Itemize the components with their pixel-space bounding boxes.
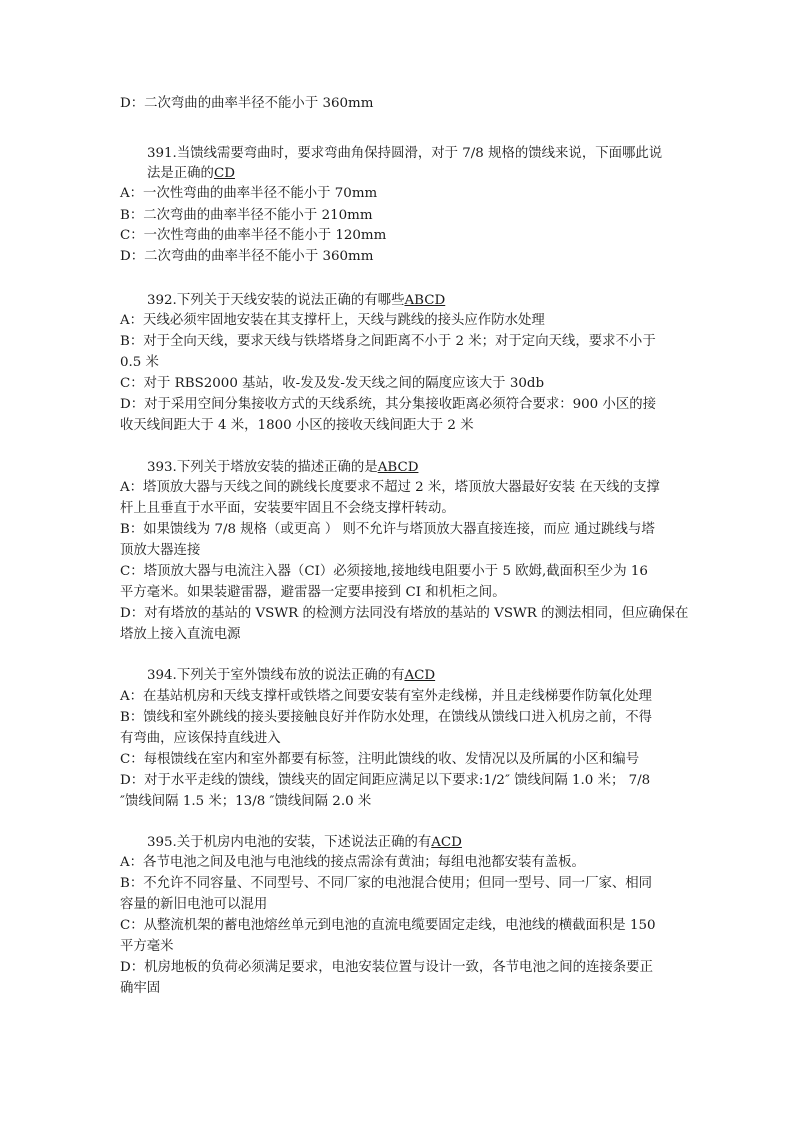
option-c: C：一次性弯曲的曲率半径不能小于 120mm <box>120 228 387 243</box>
option-a-cont: 杆上且垂直于水平面，安装要牢固且不会绕支撑杆转动。 <box>120 501 455 516</box>
option-c: C：从整流机架的蓄电池熔丝单元到电池的直流电缆要固定走线，电池线的横截面积是 150 <box>120 918 656 933</box>
answer-394: ACD <box>404 668 436 683</box>
option-d: D：对有塔放的基站的 VSWR 的检测方法同没有塔放的基站的 VSWR 的测法相同，但应确保在 <box>120 606 689 621</box>
option-c: C：对于 RBS2000 基站，收-发及发-发天线之间的隔度应该大于 30db <box>120 376 545 391</box>
question-392-heading: 392.下列关于天线安装的说法正确的有哪些ABCD <box>147 293 446 308</box>
option-d-cont: ″馈线间隔 1.5 米；13/8 ″馈线间隔 2.0 米 <box>120 794 372 809</box>
option-c-cont: 平方毫米 <box>120 939 174 954</box>
option-a: A：塔顶放大器与天线之间的跳线长度要求不超过 2 米，塔顶放大器最好安装 在天线的支撑 <box>120 480 660 495</box>
text-line: D：二次弯曲的曲率半径不能小于 360mm <box>120 96 374 111</box>
option-d-cont: 塔放上接入直流电源 <box>120 627 241 642</box>
option-c: C：塔顶放大器与电流注入器（CI）必须接地,接地线电阻要小于 5 欧姆,截面积至少为 16 <box>120 564 648 579</box>
question-391-heading-cont: 法是正确的CD <box>147 166 235 181</box>
option-d-cont: 确牢固 <box>120 981 161 996</box>
option-a: A：各节电池之间及电池与电池线的接点需涂有黄油；每组电池都安装有盖板。 <box>120 855 585 870</box>
option-b: B：馈线和室外跳线的接头要接触良好并作防水处理，在馈线从馈线口进入机房之前，不得 <box>120 710 653 725</box>
question-393-heading: 393.下列关于塔放安装的描述正确的是ABCD <box>147 460 419 475</box>
option-c-cont: 平方毫米。如果装避雷器，避雷器一定要串接到 CI 和机柜之间。 <box>120 585 506 600</box>
option-b-cont: 容量的新旧电池可以混用 <box>120 897 268 912</box>
option-b: B：对于全向天线，要求天线与铁塔塔身之间距离不小于 2 米；对于定向天线，要求不小于 <box>120 334 656 349</box>
question-391-heading: 391.当馈线需要弯曲时，要求弯曲角保持圆滑，对于 7/8 规格的馈线来说，下面哪此说 <box>147 146 663 161</box>
option-d: D：对于采用空间分集接收方式的天线系统，其分集接收距离必须符合要求：900 小区的接 <box>120 397 657 412</box>
option-c: C：每根馈线在室内和室外都要有标签，注明此馈线的收、发情况以及所属的小区和编号 <box>120 752 640 767</box>
option-b: B：二次弯曲的曲率半径不能小于 210mm <box>120 208 373 223</box>
answer-391: CD <box>213 166 235 181</box>
option-a: A：一次性弯曲的曲率半径不能小于 70mm <box>120 186 378 201</box>
option-b-cont: 0.5 米 <box>120 355 159 370</box>
option-d: D：机房地板的负荷必须满足要求，电池安装位置与设计一致，各节电池之间的连接条要正 <box>120 960 653 975</box>
option-d: D：二次弯曲的曲率半径不能小于 360mm <box>120 249 374 264</box>
question-394-heading: 394.下列关于室外馈线布放的说法正确的有ACD <box>147 668 436 683</box>
option-d: D：对于水平走线的馈线，馈线夹的固定间距应满足以下要求:1/2″ 馈线间隔 1.0 米； 7/8 <box>120 773 651 788</box>
option-b-cont: 顶放大器连接 <box>120 543 201 558</box>
option-b-cont: 有弯曲，应该保持直线进入 <box>120 731 281 746</box>
option-d-cont: 收天线间距大于 4 米，1800 小区的接收天线间距大于 2 米 <box>120 418 474 433</box>
answer-395: ACD <box>431 835 462 850</box>
option-a: A：天线必须牢固地安装在其支撑杆上，天线与跳线的接头应作防水处理 <box>120 313 545 328</box>
option-b: B：如果馈线为 7/8 规格（或更高 ） 则不允许与塔顶放大器直接连接，而应 通过跳线与塔 <box>120 522 655 537</box>
option-a: A：在基站机房和天线支撑杆或铁塔之间要安装有室外走线梯，并且走线梯要作防氧化处理 <box>120 689 652 704</box>
question-395-heading: 395.关于机房内电池的安装，下述说法正确的有ACD <box>147 835 462 850</box>
answer-393: ABCD <box>377 460 419 475</box>
answer-392: ABCD <box>404 293 446 308</box>
option-b: B：不允许不同容量、不同型号、不同厂家的电池混合使用；但同一型号、同一厂家、相同 <box>120 876 653 891</box>
